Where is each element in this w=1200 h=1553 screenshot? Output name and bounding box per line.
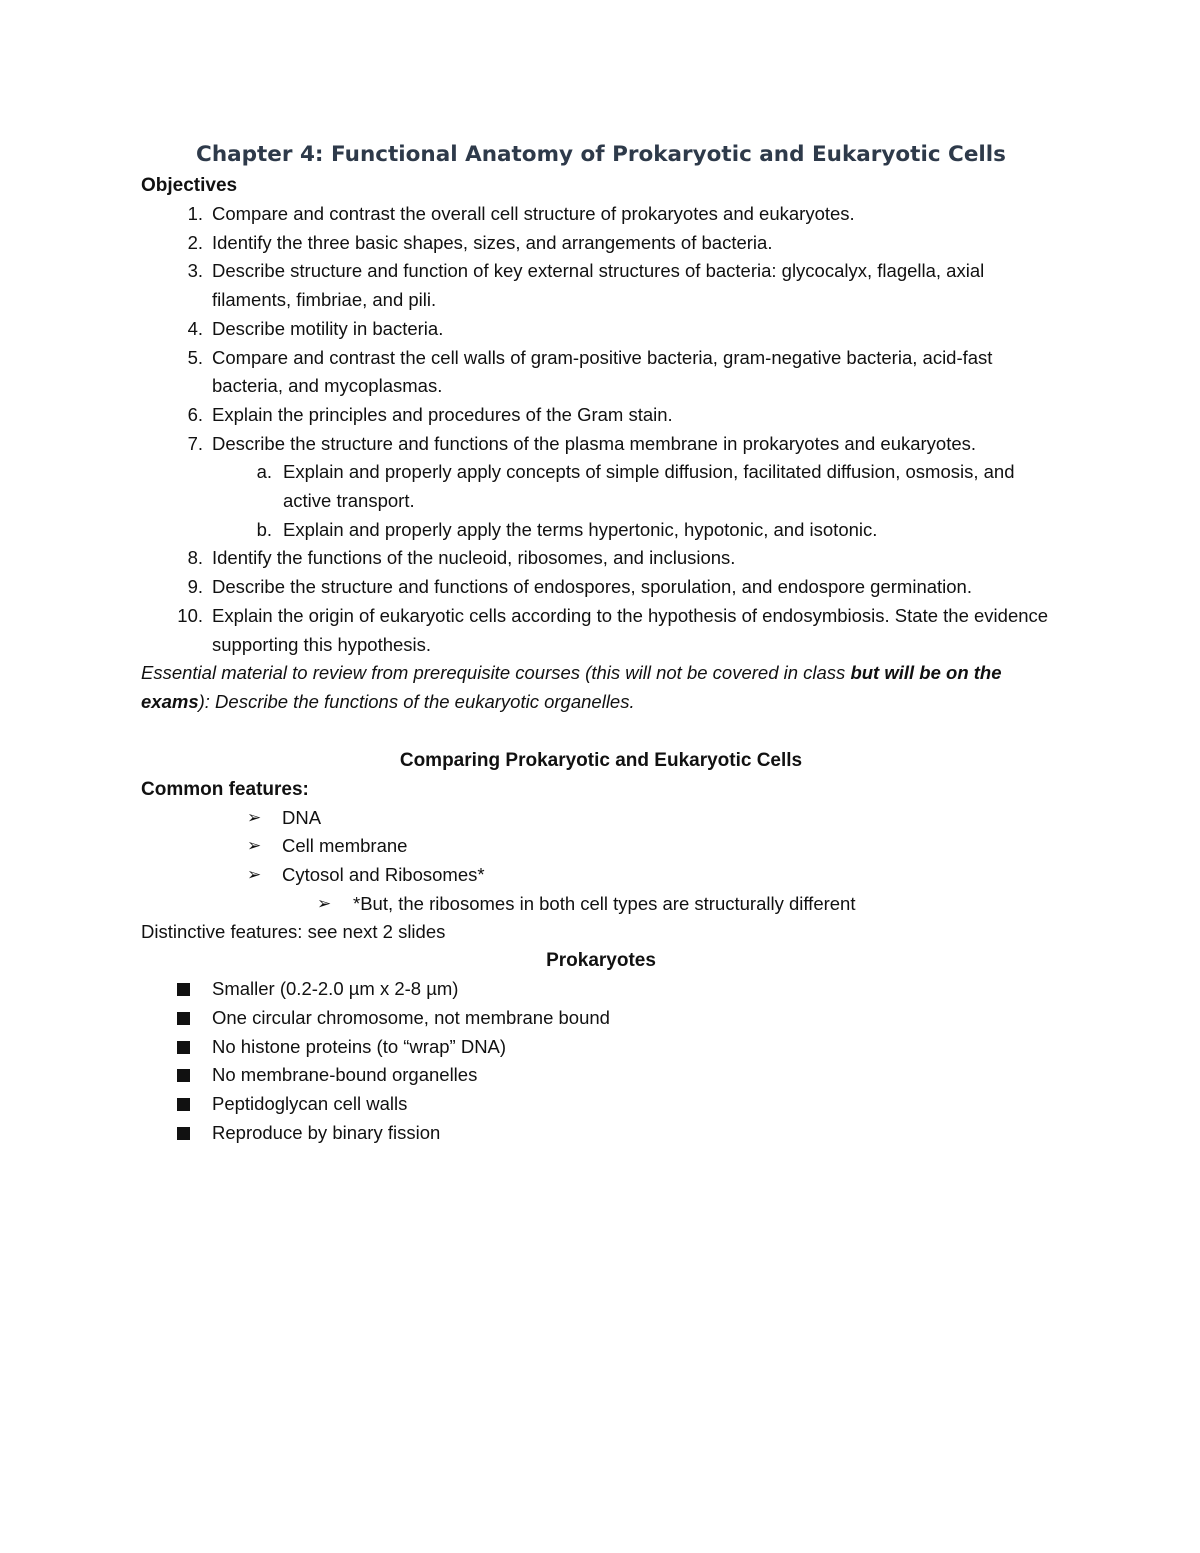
objective-number: 7. xyxy=(187,432,203,454)
objective-text: Explain the principles and procedures of the Gram stain. xyxy=(212,403,673,425)
objective-number: 9. xyxy=(187,576,203,598)
objective-item xyxy=(141,257,1061,314)
sub-objective-letter: a. xyxy=(256,461,272,483)
prokaryote-feature: No membrane-bound organelles xyxy=(212,1064,478,1086)
list-item xyxy=(141,1119,1061,1148)
objective-text: Explain the origin of eukaryotic cells according to the hypothesis of endosymbiosis. State the evidence supporting this hypothesis. xyxy=(212,604,1049,655)
sub-objective-letter: b. xyxy=(256,518,272,540)
arrow-bullet-icon: ➢ xyxy=(247,836,262,856)
objective-item xyxy=(141,344,1061,401)
list-item xyxy=(141,832,1061,861)
objective-item xyxy=(141,401,1061,430)
ribosome-note: *But, the ribosomes in both cell types are structurally different xyxy=(353,892,856,914)
objective-item xyxy=(141,544,1061,573)
arrow-bullet-icon: ➢ xyxy=(247,807,262,827)
list-item xyxy=(141,1061,1061,1090)
objective-number: 3. xyxy=(187,260,203,282)
sub-objective-text: Explain and properly apply the terms hypertonic, hypotonic, and isotonic. xyxy=(283,518,878,540)
objective-text: Describe the structure and functions of endospores, sporulation, and endospore germination. xyxy=(212,576,972,598)
objectives-list xyxy=(141,200,1061,659)
essential-text-part1: Essential material to review from prerequisite courses (this will not be covered in class xyxy=(141,662,851,684)
essential-material-note xyxy=(141,659,1046,716)
objective-number: 10. xyxy=(177,604,203,626)
arrow-bullet-icon: ➢ xyxy=(247,865,262,885)
prokaryotes-heading: Prokaryotes xyxy=(546,950,656,972)
list-item xyxy=(141,804,1061,833)
square-bullet-icon xyxy=(177,1098,190,1111)
arrow-bullet-icon: ➢ xyxy=(317,893,332,913)
square-bullet-icon xyxy=(177,1127,190,1140)
list-item xyxy=(141,1033,1061,1062)
prokaryote-feature: Peptidoglycan cell walls xyxy=(212,1092,408,1114)
prokaryote-feature: One circular chromosome, not membrane bound xyxy=(212,1006,610,1028)
objective-sublist xyxy=(141,458,1061,544)
common-features-list xyxy=(141,804,1061,919)
chapter-title: Chapter 4: Functional Anatomy of Prokaryotic and Eukaryotic Cells xyxy=(196,142,1006,167)
list-item xyxy=(141,861,1061,890)
objective-text: Identify the three basic shapes, sizes, and arrangements of bacteria. xyxy=(212,231,773,253)
objective-number: 2. xyxy=(187,231,203,253)
objective-item xyxy=(141,229,1061,258)
objective-text: Compare and contrast the overall cell structure of prokaryotes and eukaryotes. xyxy=(212,203,855,224)
sub-objective-text: Explain and properly apply concepts of simple diffusion, facilitated diffusion, osmosis, and active transport. xyxy=(283,461,1015,512)
objective-number: 1. xyxy=(187,203,203,224)
prokaryotes-list xyxy=(141,975,1061,1147)
objectives-heading: Objectives xyxy=(141,175,238,196)
spacer xyxy=(141,717,1061,747)
objective-item xyxy=(141,200,1061,229)
objective-text: Identify the functions of the nucleoid, ribosomes, and inclusions. xyxy=(212,547,736,569)
objective-item xyxy=(141,602,1061,659)
essential-text-bold: but will be on the exams xyxy=(141,662,1002,712)
distinctive-features-note: Distinctive features: see next 2 slides xyxy=(141,921,446,943)
square-bullet-icon xyxy=(177,1041,190,1054)
feature-text: Cell membrane xyxy=(282,835,408,857)
feature-text: DNA xyxy=(282,806,322,828)
prokaryote-feature: Reproduce by binary fission xyxy=(212,1121,441,1143)
objective-number: 6. xyxy=(187,403,203,425)
objective-item xyxy=(141,315,1061,344)
square-bullet-icon xyxy=(177,983,190,996)
comparing-heading: Comparing Prokaryotic and Eukaryotic Cells xyxy=(399,749,803,771)
list-item xyxy=(141,975,1061,1004)
prokaryote-feature: No histone proteins (to “wrap” DNA) xyxy=(212,1035,507,1057)
objective-text: Describe the structure and functions of the plasma membrane in prokaryotes and eukaryotes. xyxy=(212,432,977,454)
objective-number: 8. xyxy=(187,547,203,569)
sub-objective-item xyxy=(141,458,1061,515)
sub-objective-item xyxy=(141,516,1061,545)
objective-text: Describe structure and function of key external structures of bacteria: glycocalyx, flagella, axial filaments, fimbriae, and pili. xyxy=(212,260,985,311)
objective-text: Describe motility in bacteria. xyxy=(212,317,444,339)
feature-text: Cytosol and Ribosomes* xyxy=(282,864,485,886)
list-item xyxy=(141,1004,1061,1033)
objective-number: 5. xyxy=(187,346,203,368)
square-bullet-icon xyxy=(177,1012,190,1025)
objective-sublist-container xyxy=(141,458,1061,544)
list-item xyxy=(141,1090,1061,1119)
list-item xyxy=(141,890,1061,919)
essential-text-part2: ): Describe the functions of the eukaryotic organelles. xyxy=(198,690,635,712)
document-page xyxy=(141,138,1061,1147)
square-bullet-icon xyxy=(177,1069,190,1082)
objective-item xyxy=(141,573,1061,602)
objective-number: 4. xyxy=(187,317,203,339)
objective-text: Compare and contrast the cell walls of gram-positive bacteria, gram-negative bacteria, acid-fast bacteria, and mycoplasmas. xyxy=(212,346,993,397)
common-features-heading: Common features: xyxy=(141,778,309,800)
objective-item xyxy=(141,430,1061,459)
prokaryote-feature: Smaller (0.2-2.0 µm x 2-8 µm) xyxy=(212,978,459,1000)
